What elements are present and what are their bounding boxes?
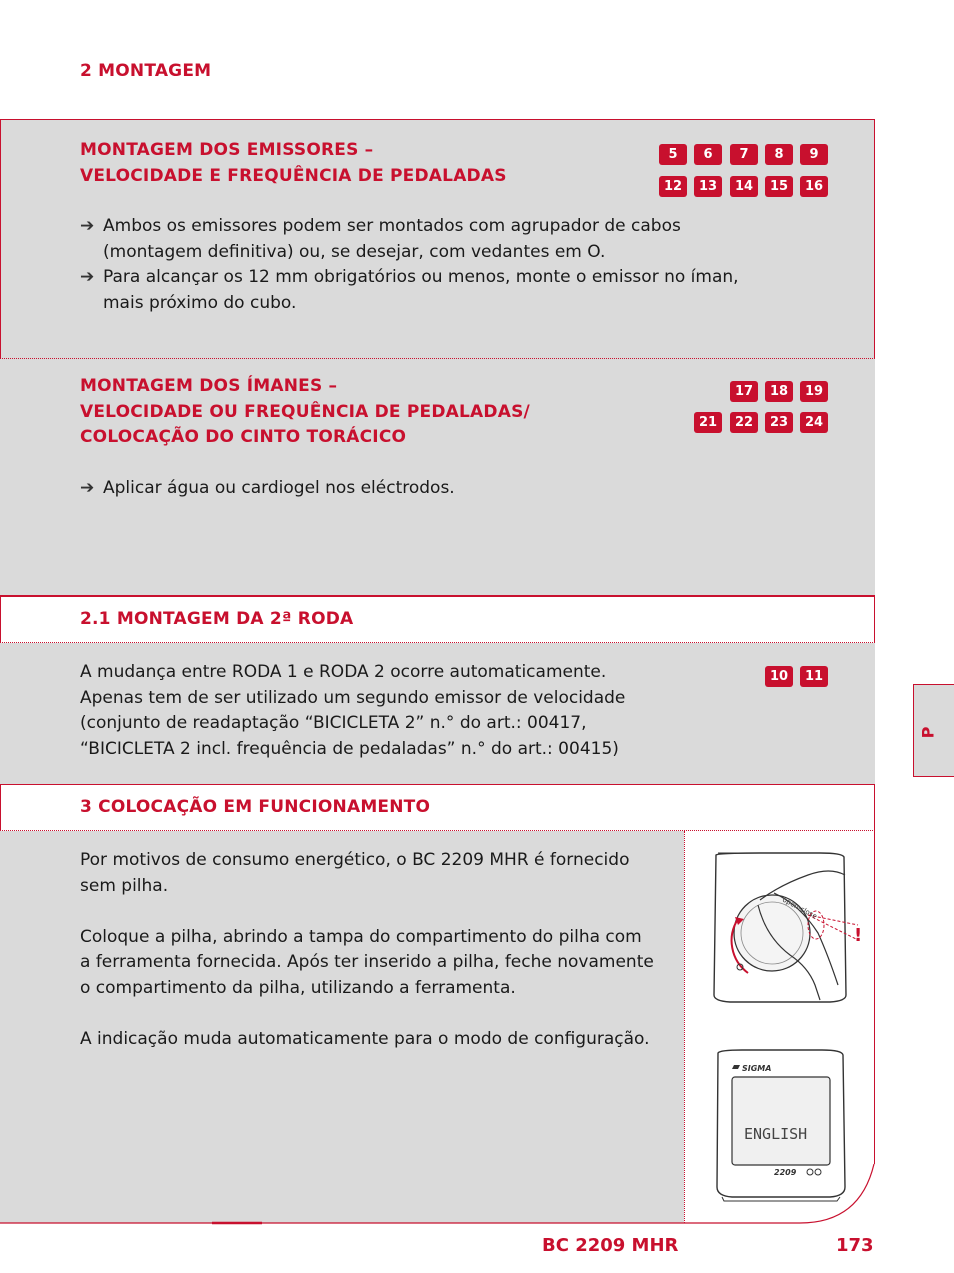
figure-badge: 10 <box>765 666 793 687</box>
figure-badge: 17 <box>730 381 758 402</box>
emissores-heading-line1: MONTAGEM DOS EMISSORES – <box>80 140 374 160</box>
footer-product: BC 2209 MHR <box>542 1235 679 1256</box>
model-label: 2209 <box>774 1168 797 1177</box>
arrow-right-icon: ➔ <box>80 267 95 287</box>
figure-badge: 8 <box>765 144 793 165</box>
funcionamento-text: Por motivos de consumo energético, o BC 2209 MHR é fornecido sem pilha. Coloque a pilha, abrindo a tampa do compartimento do pilha com a ferramenta fornecida. Após ter inserido a pilha, feche novamente o compartimento da pilha, utilizando a ferramenta. A indicação muda automaticamente para o modo de configuração. <box>80 850 654 1049</box>
side-tab-label: P <box>918 726 938 739</box>
roda2-text: A mudança entre RODA 1 e RODA 2 ocorre automaticamente. Apenas tem de ser utilizado um segundo emissor de velocidade (conjunto de readaptação “BICICLETA 2” n.° do art.: 00417, “BICICLETA 2 incl. frequência de pedaladas” n.° do art.: 00415) <box>80 662 626 759</box>
figure-badge: 13 <box>694 176 722 197</box>
imanes-heading-line2: VELOCIDADE OU FREQUÊNCIA DE PEDALADAS/ <box>80 401 530 422</box>
figure-badge: 9 <box>800 144 828 165</box>
brand-logo: SIGMA <box>742 1064 772 1073</box>
bullet-item: ➔ Ambos os emissores podem ser montados com agrupador de cabos (montagem definitiva) ou, se desejar, com vedantes em O. <box>80 216 681 262</box>
bullet-item: ➔ Para alcançar os 12 mm obrigatórios ou menos, monte o emissor no íman, mais próximo do cubo. <box>80 267 739 313</box>
frame-bottom-curve <box>0 1160 880 1230</box>
imanes-heading <box>80 374 530 451</box>
imanes-heading-line3: COLOCAÇÃO DO CINTO TORÁCICO <box>80 427 407 447</box>
figure-badge: 14 <box>730 176 758 197</box>
funcionamento-heading: 3 COLOCAÇÃO EM FUNCIONAMENTO <box>80 797 431 817</box>
figure-badge: 22 <box>730 412 758 433</box>
roda2-heading: 2.1 MONTAGEM DA 2ª RODA <box>80 609 354 629</box>
figure-badge: 19 <box>800 381 828 402</box>
figure-badge: 5 <box>659 144 687 165</box>
emissores-bullets <box>80 214 780 316</box>
warning-mark: ! <box>854 925 863 946</box>
figure-badge: 24 <box>800 412 828 433</box>
cover-label: open-close <box>781 895 819 921</box>
section-divider <box>0 595 875 597</box>
display-text: ENGLISH <box>744 1125 808 1143</box>
figure-badge: 11 <box>800 666 828 687</box>
footer-page-number: 173 <box>836 1235 874 1256</box>
imanes-heading-line1: MONTAGEM DOS ÍMANES – <box>80 376 338 396</box>
figure-badge: 21 <box>694 412 722 433</box>
emissores-heading-line2: VELOCIDADE E FREQUÊNCIA DE PEDALADAS <box>80 165 507 186</box>
figure-badge: 15 <box>765 176 793 197</box>
imanes-bullets <box>80 476 780 502</box>
section-divider <box>0 784 875 785</box>
arrow-right-icon: ➔ <box>80 216 95 236</box>
figure-badge: 6 <box>694 144 722 165</box>
figure-badge: 23 <box>765 412 793 433</box>
figure-badge: 16 <box>800 176 828 197</box>
battery-cover-illustration <box>700 845 870 1030</box>
frame-top-line <box>0 119 875 120</box>
section-title: 2 MONTAGEM <box>80 61 212 81</box>
figure-badge: 12 <box>659 176 687 197</box>
bullet-item: ➔ Aplicar água ou cardiogel nos eléctrodos. <box>80 476 780 502</box>
emissores-heading <box>80 138 507 189</box>
arrow-right-icon: ➔ <box>80 478 95 498</box>
figure-badge: 7 <box>730 144 758 165</box>
language-side-tab <box>913 684 954 777</box>
figure-badge: 18 <box>765 381 793 402</box>
